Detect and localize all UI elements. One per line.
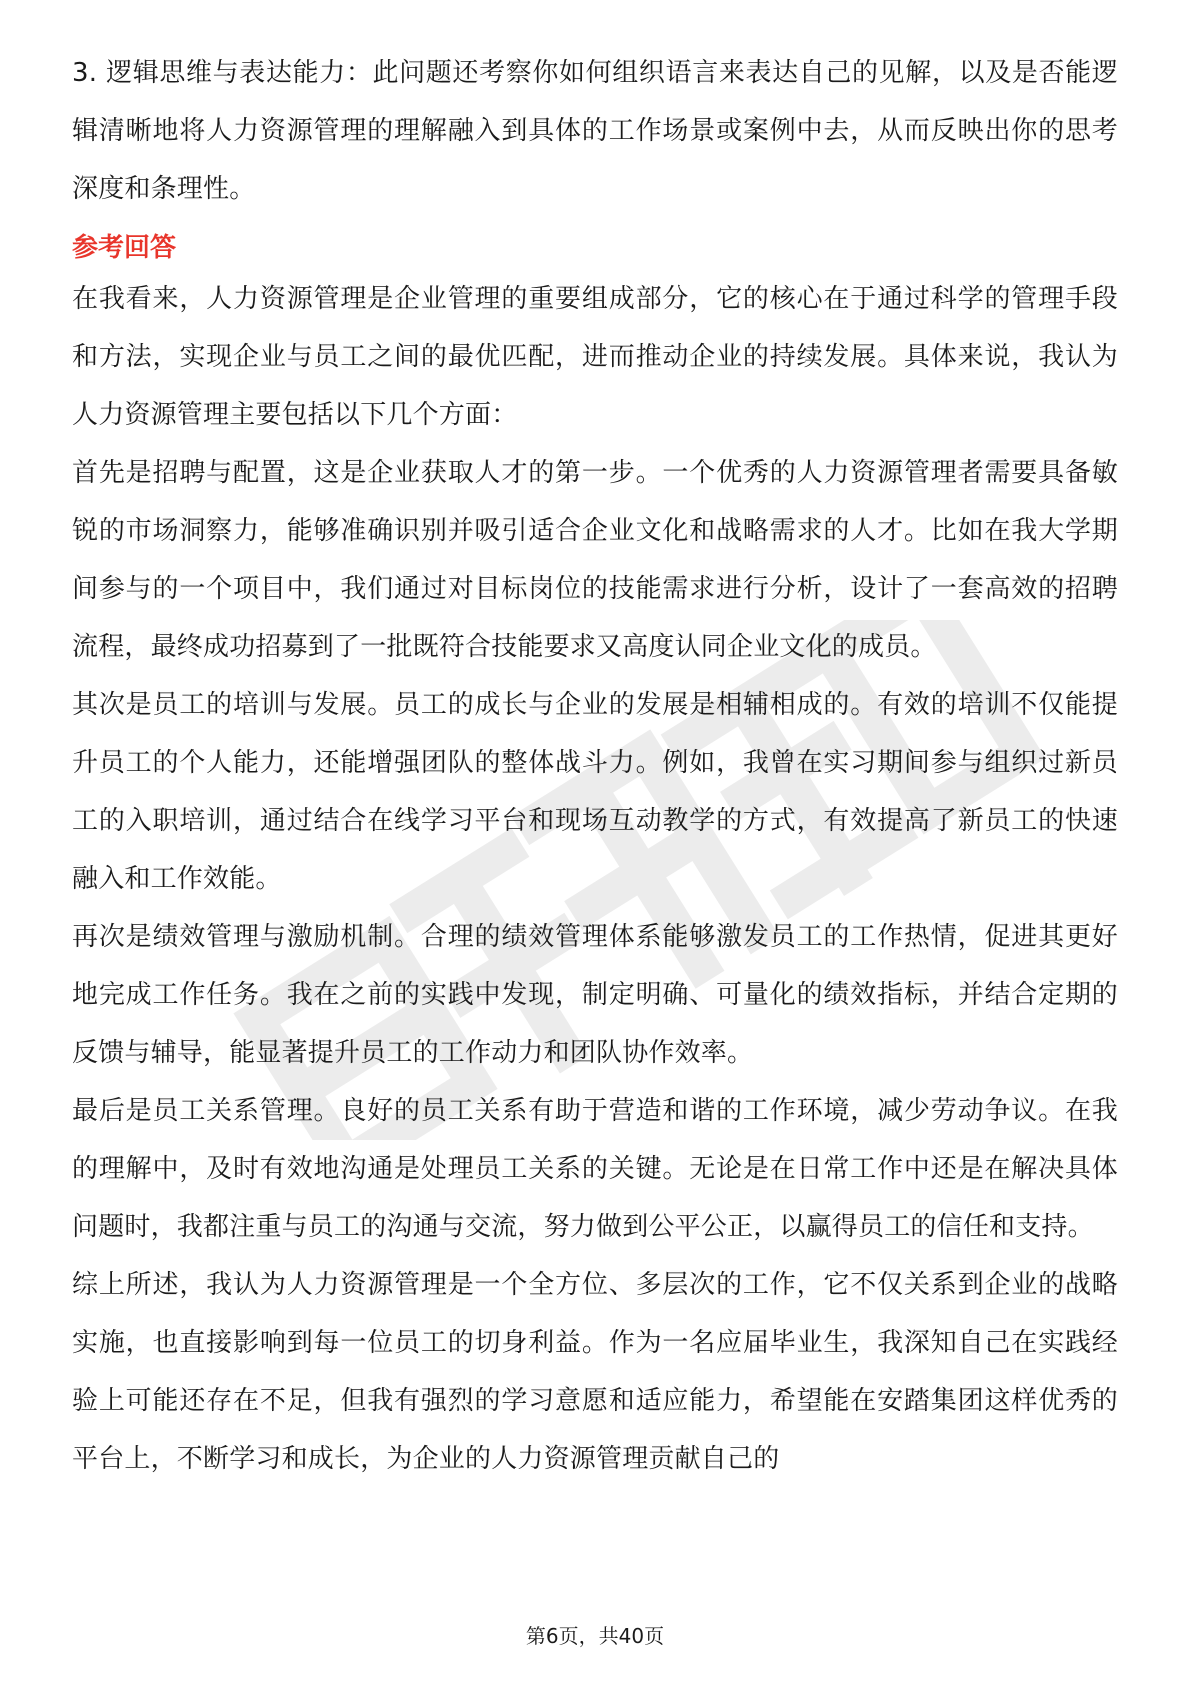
page-number: 第6页，共40页: [525, 1624, 665, 1648]
answer-heading: 参考回答: [72, 233, 177, 263]
answer-paragraph: 再次是绩效管理与激励机制。合理的绩效管理体系能够激发员工的工作热情，促进其更好地完成工作任务。我在之前的实践中发现，制定明确、可量化的绩效指标，并结合定期的反馈与辅导，能显著提升员工的工作动力和团队协作效率。: [72, 922, 1118, 1068]
answer-paragraph: 其次是员工的培训与发展。员工的成长与企业的发展是相辅相成的。有效的培训不仅能提升员工的个人能力，还能增强团队的整体战斗力。例如，我曾在实习期间参与组织过新员工的入职培训，通过结合在线学习平台和现场互动教学的方式，有效提高了新员工的快速融入和工作效能。: [72, 690, 1118, 894]
answer-paragraph: 最后是员工关系管理。良好的员工关系有助于营造和谐的工作环境，减少劳动争议。在我的理解中，及时有效地沟通是处理员工关系的关键。无论是在日常工作中还是在解决具体问题时，我都注重与员工的沟通与交流，努力做到公平公正，以赢得员工的信任和支持。: [72, 1096, 1118, 1242]
document-body: [72, 44, 1118, 1488]
answer-paragraph: 首先是招聘与配置，这是企业获取人才的第一步。一个优秀的人力资源管理者需要具备敏锐的市场洞察力，能够准确识别并吸引适合企业文化和战略需求的人才。比如在我大学期间参与的一个项目中，我们通过对目标岗位的技能需求进行分析，设计了一套高效的招聘流程，最终成功招募到了一批既符合技能要求又高度认同企业文化的成员。: [72, 458, 1118, 662]
answer-paragraph: 在我看来，人力资源管理是企业管理的重要组成部分，它的核心在于通过科学的管理手段和方法，实现企业与员工之间的最优匹配，进而推动企业的持续发展。具体来说，我认为人力资源管理主要包括以下几个方面：: [72, 284, 1118, 430]
intro-point-paragraph: 3. 逻辑思维与表达能力：此问题还考察你如何组织语言来表达自己的见解，以及是否能逻辑清晰地将人力资源管理的理解融入到具体的工作场景或案例中去，从而反映出你的思考深度和条理性。: [72, 58, 1118, 204]
answer-paragraph: 综上所述，我认为人力资源管理是一个全方位、多层次的工作，它不仅关系到企业的战略实施，也直接影响到每一位员工的切身利益。作为一名应届毕业生，我深知自己在实践经验上可能还存在不足，但我有强烈的学习意愿和适应能力，希望能在安踏集团这样优秀的平台上，不断学习和成长，为企业的人力资源管理贡献自己的: [72, 1270, 1118, 1474]
